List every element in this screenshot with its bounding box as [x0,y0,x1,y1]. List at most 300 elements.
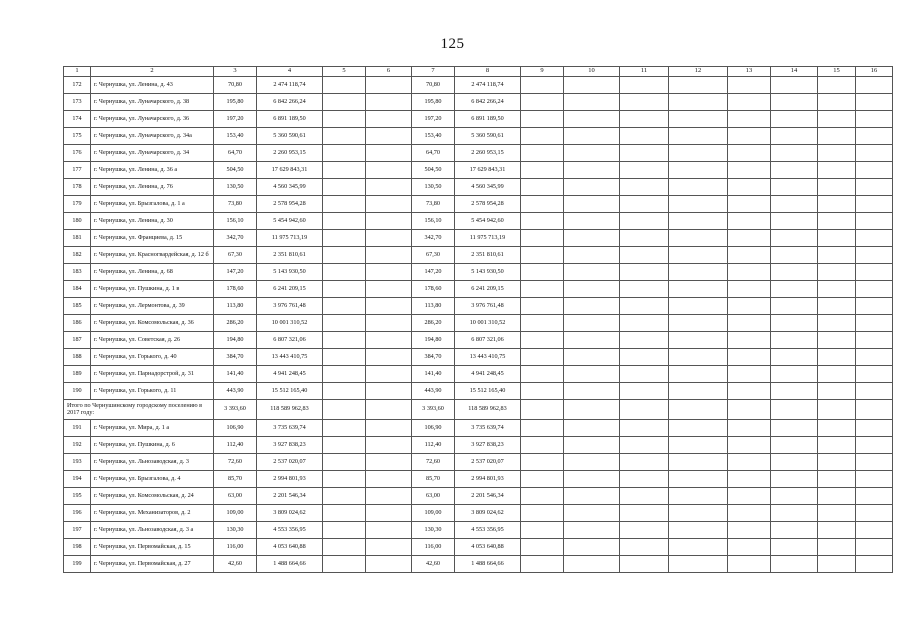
area-total-cell: 85,70 [412,471,455,488]
column-header: 15 [818,67,856,77]
cost-cell: 3 927 838,23 [257,437,323,454]
row-number: 193 [64,454,91,471]
empty-cell [728,400,771,420]
cost-cell: 6 241 209,15 [257,281,323,298]
row-number: 173 [64,94,91,111]
empty-cell [856,539,893,556]
empty-cell [323,298,366,315]
empty-cell [323,366,366,383]
empty-cell [669,349,728,366]
address-cell: г. Чернушка, ул. Мира, д. 1 а [91,420,214,437]
empty-cell [564,437,620,454]
empty-cell [564,298,620,315]
empty-cell [818,315,856,332]
empty-cell [620,179,669,196]
table-row [64,179,893,196]
column-header: 9 [521,67,564,77]
empty-cell [818,366,856,383]
empty-cell [620,349,669,366]
row-number: 187 [64,332,91,349]
table-row [64,437,893,454]
cost-total-cell: 2 537 020,07 [455,454,521,471]
area-total-cell: 147,20 [412,264,455,281]
cost-cell: 17 629 843,31 [257,162,323,179]
empty-cell [771,539,818,556]
table-row [64,162,893,179]
empty-cell [818,471,856,488]
empty-cell [366,556,412,573]
empty-cell [366,77,412,94]
empty-cell [564,471,620,488]
empty-cell [323,505,366,522]
empty-cell [366,111,412,128]
table-row [64,298,893,315]
area-total-cell: 109,00 [412,505,455,522]
empty-cell [728,366,771,383]
address-cell: г. Чернушка, ул. Брызгалова, д. 1 а [91,196,214,213]
empty-cell [856,94,893,111]
empty-cell [669,162,728,179]
empty-cell [728,420,771,437]
area-cell: 70,80 [214,77,257,94]
empty-cell [521,437,564,454]
area-total-cell: 3 393,60 [412,400,455,420]
empty-cell [564,213,620,230]
empty-cell [771,556,818,573]
empty-cell [521,505,564,522]
area-cell: 504,50 [214,162,257,179]
empty-cell [669,94,728,111]
empty-cell [669,315,728,332]
cost-cell: 2 994 801,93 [257,471,323,488]
area-cell: 130,30 [214,522,257,539]
column-header: 14 [771,67,818,77]
area-total-cell: 112,40 [412,437,455,454]
column-header: 3 [214,67,257,77]
table-row [64,94,893,111]
empty-cell [818,111,856,128]
empty-cell [564,488,620,505]
row-number: 195 [64,488,91,505]
area-total-cell: 116,00 [412,539,455,556]
empty-cell [728,315,771,332]
empty-cell [856,145,893,162]
empty-cell [620,383,669,400]
cost-total-cell: 2 474 118,74 [455,77,521,94]
empty-cell [564,196,620,213]
empty-cell [669,247,728,264]
empty-cell [521,298,564,315]
area-total-cell: 106,90 [412,420,455,437]
cost-cell: 5 360 590,61 [257,128,323,145]
empty-cell [856,128,893,145]
cost-total-cell: 118 589 962,83 [455,400,521,420]
area-cell: 109,00 [214,505,257,522]
empty-cell [771,128,818,145]
area-cell: 116,00 [214,539,257,556]
empty-cell [818,213,856,230]
empty-cell [564,264,620,281]
empty-cell [366,437,412,454]
empty-cell [323,77,366,94]
empty-cell [620,488,669,505]
empty-cell [521,281,564,298]
empty-cell [521,471,564,488]
area-total-cell: 141,40 [412,366,455,383]
empty-cell [728,196,771,213]
empty-cell [620,366,669,383]
empty-cell [366,420,412,437]
area-cell: 85,70 [214,471,257,488]
address-cell: г. Чернушка, ул. Механизаторов, д. 2 [91,505,214,522]
empty-cell [771,383,818,400]
empty-cell [728,94,771,111]
empty-cell [771,230,818,247]
empty-cell [818,196,856,213]
cost-total-cell: 2 201 546,34 [455,488,521,505]
address-cell: г. Чернушка, ул. Комсомольская, д. 24 [91,488,214,505]
empty-cell [521,94,564,111]
empty-cell [366,145,412,162]
empty-cell [323,179,366,196]
row-number: 177 [64,162,91,179]
empty-cell [620,332,669,349]
empty-cell [521,162,564,179]
empty-cell [771,264,818,281]
empty-cell [728,128,771,145]
empty-cell [771,400,818,420]
empty-cell [366,366,412,383]
area-total-cell: 194,80 [412,332,455,349]
table-row [64,264,893,281]
empty-cell [669,230,728,247]
empty-cell [323,556,366,573]
cost-total-cell: 4 941 248,45 [455,366,521,383]
empty-cell [323,400,366,420]
address-cell: г. Чернушка, ул. Горького, д. 40 [91,349,214,366]
empty-cell [669,196,728,213]
empty-cell [366,281,412,298]
column-header: 1 [64,67,91,77]
empty-cell [728,179,771,196]
empty-cell [669,383,728,400]
empty-cell [620,94,669,111]
empty-cell [620,247,669,264]
empty-cell [771,298,818,315]
empty-cell [564,522,620,539]
empty-cell [856,298,893,315]
empty-cell [620,539,669,556]
column-header: 11 [620,67,669,77]
cost-total-cell: 3 927 838,23 [455,437,521,454]
cost-total-cell: 2 578 954,28 [455,196,521,213]
empty-cell [521,213,564,230]
empty-cell [728,213,771,230]
empty-cell [669,111,728,128]
empty-cell [366,315,412,332]
address-cell: г. Чернушка, ул. Луначарского, д. 34 [91,145,214,162]
area-cell: 197,20 [214,111,257,128]
empty-cell [818,298,856,315]
area-total-cell: 153,40 [412,128,455,145]
cost-cell: 3 809 024,62 [257,505,323,522]
empty-cell [521,179,564,196]
area-cell: 73,80 [214,196,257,213]
row-number: 175 [64,128,91,145]
area-total-cell: 156,10 [412,213,455,230]
empty-cell [564,539,620,556]
empty-cell [771,281,818,298]
empty-cell [366,488,412,505]
empty-cell [669,281,728,298]
address-cell: г. Чернушка, ул. Советская, д. 26 [91,332,214,349]
cost-cell: 4 941 248,45 [257,366,323,383]
address-cell: г. Чернушка, ул. Луначарского, д. 38 [91,94,214,111]
address-cell: г. Чернушка, ул. Льнозаводская, д. 3 а [91,522,214,539]
cost-cell: 13 443 410,75 [257,349,323,366]
address-cell: г. Чернушка, ул. Ленина, д. 43 [91,77,214,94]
empty-cell [728,264,771,281]
empty-cell [323,94,366,111]
empty-cell [856,77,893,94]
cost-total-cell: 1 488 664,66 [455,556,521,573]
empty-cell [669,471,728,488]
empty-cell [620,264,669,281]
empty-cell [564,111,620,128]
empty-cell [771,437,818,454]
area-cell: 384,70 [214,349,257,366]
cost-total-cell: 17 629 843,31 [455,162,521,179]
row-number: 192 [64,437,91,454]
address-cell: г. Чернушка, ул. Красногвардейская, д. 12 б [91,247,214,264]
row-number: 182 [64,247,91,264]
empty-cell [521,383,564,400]
address-cell: г. Чернушка, ул. Ленина, д. 30 [91,213,214,230]
empty-cell [669,77,728,94]
cost-cell: 118 589 962,83 [257,400,323,420]
empty-cell [521,230,564,247]
address-cell: г. Чернушка, ул. Ленина, д. 36 а [91,162,214,179]
cost-cell: 4 053 640,88 [257,539,323,556]
empty-cell [521,111,564,128]
table-row [64,196,893,213]
empty-cell [669,179,728,196]
empty-cell [669,420,728,437]
empty-cell [771,315,818,332]
address-cell: г. Чернушка, ул. Брызгалова, д. 4 [91,471,214,488]
empty-cell [620,471,669,488]
cost-total-cell: 13 443 410,75 [455,349,521,366]
empty-cell [669,437,728,454]
empty-cell [323,488,366,505]
empty-cell [620,298,669,315]
empty-cell [366,196,412,213]
empty-cell [366,332,412,349]
empty-cell [771,145,818,162]
empty-cell [620,162,669,179]
empty-cell [771,454,818,471]
empty-cell [818,505,856,522]
empty-cell [366,213,412,230]
row-number: 174 [64,111,91,128]
table-row [64,505,893,522]
area-cell: 141,40 [214,366,257,383]
empty-cell [620,77,669,94]
cost-cell: 2 201 546,34 [257,488,323,505]
empty-cell [771,247,818,264]
empty-cell [323,111,366,128]
empty-cell [564,366,620,383]
empty-cell [564,145,620,162]
cost-cell: 11 975 713,19 [257,230,323,247]
area-total-cell: 195,80 [412,94,455,111]
empty-cell [323,213,366,230]
empty-cell [323,281,366,298]
row-number: 172 [64,77,91,94]
empty-cell [323,128,366,145]
empty-cell [521,264,564,281]
empty-cell [818,162,856,179]
cost-cell: 6 842 266,24 [257,94,323,111]
empty-cell [728,162,771,179]
column-header: 16 [856,67,893,77]
empty-cell [669,366,728,383]
empty-cell [856,505,893,522]
empty-cell [323,162,366,179]
area-cell: 112,40 [214,437,257,454]
table-row [64,332,893,349]
empty-cell [818,128,856,145]
empty-cell [521,366,564,383]
row-number: 188 [64,349,91,366]
address-cell: г. Чернушка, ул. Первомайская, д. 27 [91,556,214,573]
empty-cell [323,539,366,556]
empty-cell [856,383,893,400]
column-header: 5 [323,67,366,77]
column-header: 13 [728,67,771,77]
column-header: 2 [91,67,214,77]
empty-cell [818,437,856,454]
empty-cell [669,454,728,471]
cost-total-cell: 6 891 189,50 [455,111,521,128]
empty-cell [728,556,771,573]
area-cell: 443,90 [214,383,257,400]
cost-cell: 4 553 356,95 [257,522,323,539]
empty-cell [521,400,564,420]
address-cell: г. Чернушка, ул. Пушкина, д. 1 в [91,281,214,298]
empty-cell [818,281,856,298]
empty-cell [728,332,771,349]
empty-cell [366,247,412,264]
empty-cell [366,264,412,281]
empty-cell [728,111,771,128]
empty-cell [818,230,856,247]
empty-cell [323,264,366,281]
empty-cell [323,420,366,437]
table-row [64,556,893,573]
empty-cell [366,298,412,315]
empty-cell [366,400,412,420]
area-cell: 195,80 [214,94,257,111]
empty-cell [366,471,412,488]
empty-cell [564,556,620,573]
empty-cell [669,505,728,522]
row-number: 176 [64,145,91,162]
empty-cell [620,437,669,454]
cost-total-cell: 6 807 321,06 [455,332,521,349]
table-row [64,247,893,264]
column-header: 6 [366,67,412,77]
column-header: 12 [669,67,728,77]
area-total-cell: 384,70 [412,349,455,366]
empty-cell [771,366,818,383]
area-total-cell: 113,80 [412,298,455,315]
empty-cell [564,77,620,94]
empty-cell [856,488,893,505]
row-number: 178 [64,179,91,196]
empty-cell [771,196,818,213]
table-row [64,349,893,366]
address-cell: г. Чернушка, ул. Первомайская, д. 15 [91,539,214,556]
empty-cell [323,332,366,349]
empty-cell [818,556,856,573]
cost-cell: 5 143 930,50 [257,264,323,281]
area-cell: 194,80 [214,332,257,349]
cost-total-cell: 5 360 590,61 [455,128,521,145]
empty-cell [728,437,771,454]
table-row [64,488,893,505]
housing-register-table [63,66,893,573]
empty-cell [771,111,818,128]
empty-cell [856,349,893,366]
empty-cell [366,383,412,400]
empty-cell [669,128,728,145]
area-cell: 63,00 [214,488,257,505]
empty-cell [669,488,728,505]
empty-cell [620,128,669,145]
cost-total-cell: 10 001 310,52 [455,315,521,332]
area-total-cell: 64,70 [412,145,455,162]
cost-cell: 10 001 310,52 [257,315,323,332]
area-total-cell: 72,60 [412,454,455,471]
table-row [64,420,893,437]
area-total-cell: 178,60 [412,281,455,298]
empty-cell [856,471,893,488]
address-cell: г. Чернушка, ул. Льнозаводская, д. 3 [91,454,214,471]
empty-cell [771,179,818,196]
empty-cell [564,128,620,145]
empty-cell [728,522,771,539]
area-cell: 286,20 [214,315,257,332]
empty-cell [728,77,771,94]
cost-total-cell: 5 143 930,50 [455,264,521,281]
empty-cell [669,400,728,420]
empty-cell [669,556,728,573]
table-row [64,230,893,247]
table-row [64,145,893,162]
empty-cell [323,145,366,162]
empty-cell [728,488,771,505]
empty-cell [771,213,818,230]
empty-cell [856,522,893,539]
empty-cell [728,298,771,315]
address-cell: г. Чернушка, ул. Парнадорстрой, д. 31 [91,366,214,383]
empty-cell [323,454,366,471]
row-number: 181 [64,230,91,247]
empty-cell [521,349,564,366]
area-total-cell: 286,20 [412,315,455,332]
area-cell: 67,30 [214,247,257,264]
